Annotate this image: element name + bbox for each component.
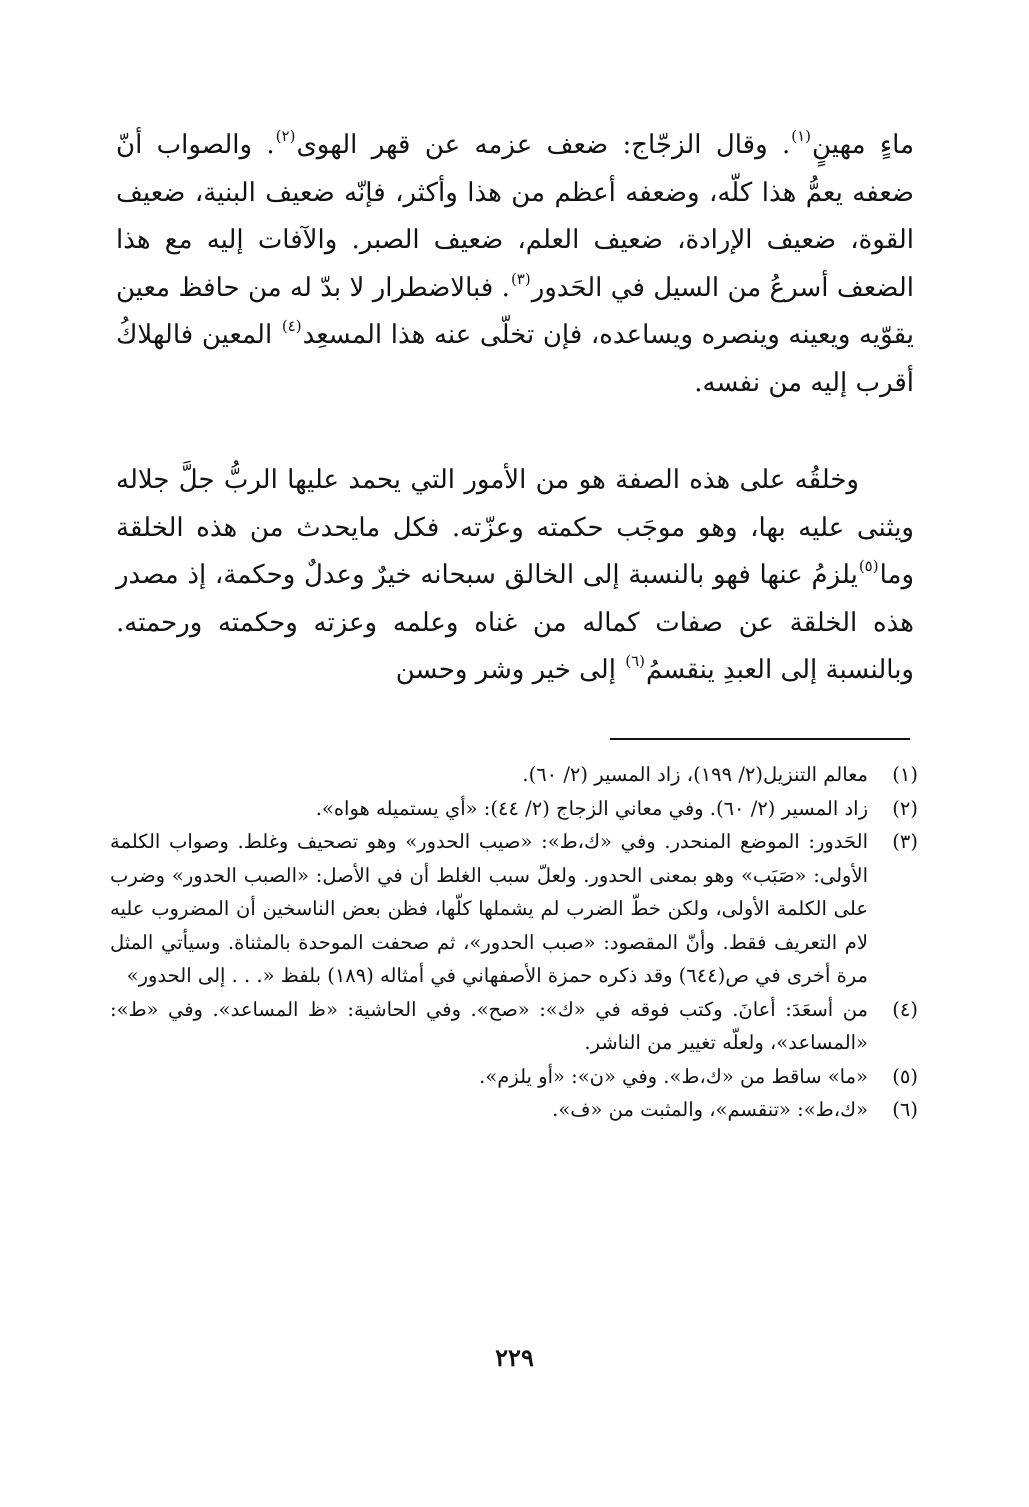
footnote-text: من أسعَدَ: أعانَ. وكتب فوقه في «ك»: «صح». وفي الحاشية: «ظ المساعد». وفي «ط»: «المساعد»، ولعلّه تغيير من الناشر. — [110, 997, 868, 1054]
footnote-2 — [110, 792, 918, 826]
footnote-6 — [110, 1093, 918, 1127]
main-text — [116, 122, 914, 695]
paragraph-1-segment-1: ماءٍ مهينٍ — [812, 130, 914, 160]
footnote-number: (٦) — [892, 1098, 918, 1121]
page-number: ٢٢٩ — [495, 1343, 534, 1372]
footnote-number: (٢) — [892, 796, 918, 820]
footnote-5 — [110, 1060, 918, 1094]
footnote-4 — [110, 993, 918, 1060]
footnote-number: (٥) — [892, 1064, 918, 1088]
paragraph-gap — [116, 407, 914, 457]
footnote-number: (٤) — [892, 997, 918, 1021]
paragraph-1 — [116, 122, 914, 407]
footnote-ref-6[interactable]: (٦) — [625, 652, 645, 670]
footnote-ref-4[interactable]: (٤) — [281, 317, 302, 335]
paragraph-1-segment-2: . وقال الزجّاج: ضعف عزمه عن قهر الهوى — [296, 130, 791, 160]
footnote-number: (١) — [892, 763, 918, 786]
footnote-number: (٣) — [892, 830, 918, 853]
footnote-ref-1[interactable]: (١) — [791, 127, 812, 145]
footnote-separator — [610, 738, 910, 740]
footnote-text: «ك،ط»: «تنقسم»، والمثبت من «ف». — [552, 1098, 868, 1121]
footnote-text: زاد المسير (٢/ ٦٠). وفي معاني الزجاج (٢/ ٤٤): «أي يستميله هواه». — [315, 796, 868, 820]
footnote-ref-2[interactable]: (٢) — [275, 127, 296, 145]
paragraph-2-segment-1: وخلقُه على هذه الصفة هو من الأمور التي يحمد عليها الربُّ جلَّ جلاله ويثنى عليه بها، وهو موجَب حكمته وعزّته. فكل مايحدث من هذه الخلقة وما — [116, 465, 914, 590]
footnote-text: «ما» ساقط من «ك،ط». وفي «ن»: «أو يلزم». — [479, 1064, 868, 1088]
footnote-ref-5[interactable]: (٥) — [858, 557, 879, 575]
footnote-ref-3[interactable]: (٣) — [510, 269, 531, 288]
footnote-3 — [110, 825, 918, 993]
paragraph-1-segment-3: . والصواب أنّ ضعفه يعمُّ هذا كلّه، وضعفه أعظم من هذا وأكثر، فإنّه ضعيف البنية، ضعيف القوة، ضعيف الإرادة، ضعيف العلم، ضعيف الصبر. والآفات إليه مع هذا الضعف أسرعُ من السيل في الحَدور — [116, 130, 914, 303]
footnotes-list — [110, 758, 918, 1127]
paragraph-1-segment-5: المعين فالهلاكُ أقرب إليه من نفسه. — [116, 320, 914, 398]
footnote-1 — [110, 758, 918, 792]
paragraph-2-segment-2: يلزمُ عنها فهو بالنسبة إلى الخالق سبحانه خيرٌ وعدلٌ وحكمة، إذ مصدر هذه الخلقة عن صفات كماله من غناه وعلمه وعزته وحكمته ورحمته. وبالنسبة إلى العبدِ ينقسمُ — [116, 560, 914, 685]
paragraph-2-segment-3: إلى خير وشر وحسن — [395, 655, 625, 685]
footnote-text: معالم التنزيل(٢/ ١٩٩)، زاد المسير (٢/ ٦٠). — [522, 763, 868, 786]
footnote-text: الحَدور: الموضع المنحدر. وفي «ك،ط»: «صيب الحدور» وهو تصحيف وغلط. وصواب الكلمة الأولى: «صَبَب» وهو بمعنى الحدور. ولعلّ سبب الغلط أن في الأصل: «الصبب الحدور» وضرب على الكلمة الأولى، ولكن خطّ الضرب لم يشملها كلّها، فظن بعض الناسخين أن المضروب عليه لام التعريف فقط. وأنّ المقصود: «صبب الحدور»، ثم صحفت الموحدة بالمثناة. وسيأتي المثل مرة أخرى في ص(٦٤٤) وقد ذكره حمزة الأصفهاني في أمثاله (١٨٩) بلفظ «. . . إلى الحدور» — [110, 830, 868, 987]
paragraph-1-segment-4: . فبالاضطرار لا بدّ له من حافظ معين يقوّيه ويعينه وينصره ويساعده، فإن تخلّى عنه هذا المسعِد — [116, 272, 914, 350]
paragraph-2 — [116, 457, 914, 695]
